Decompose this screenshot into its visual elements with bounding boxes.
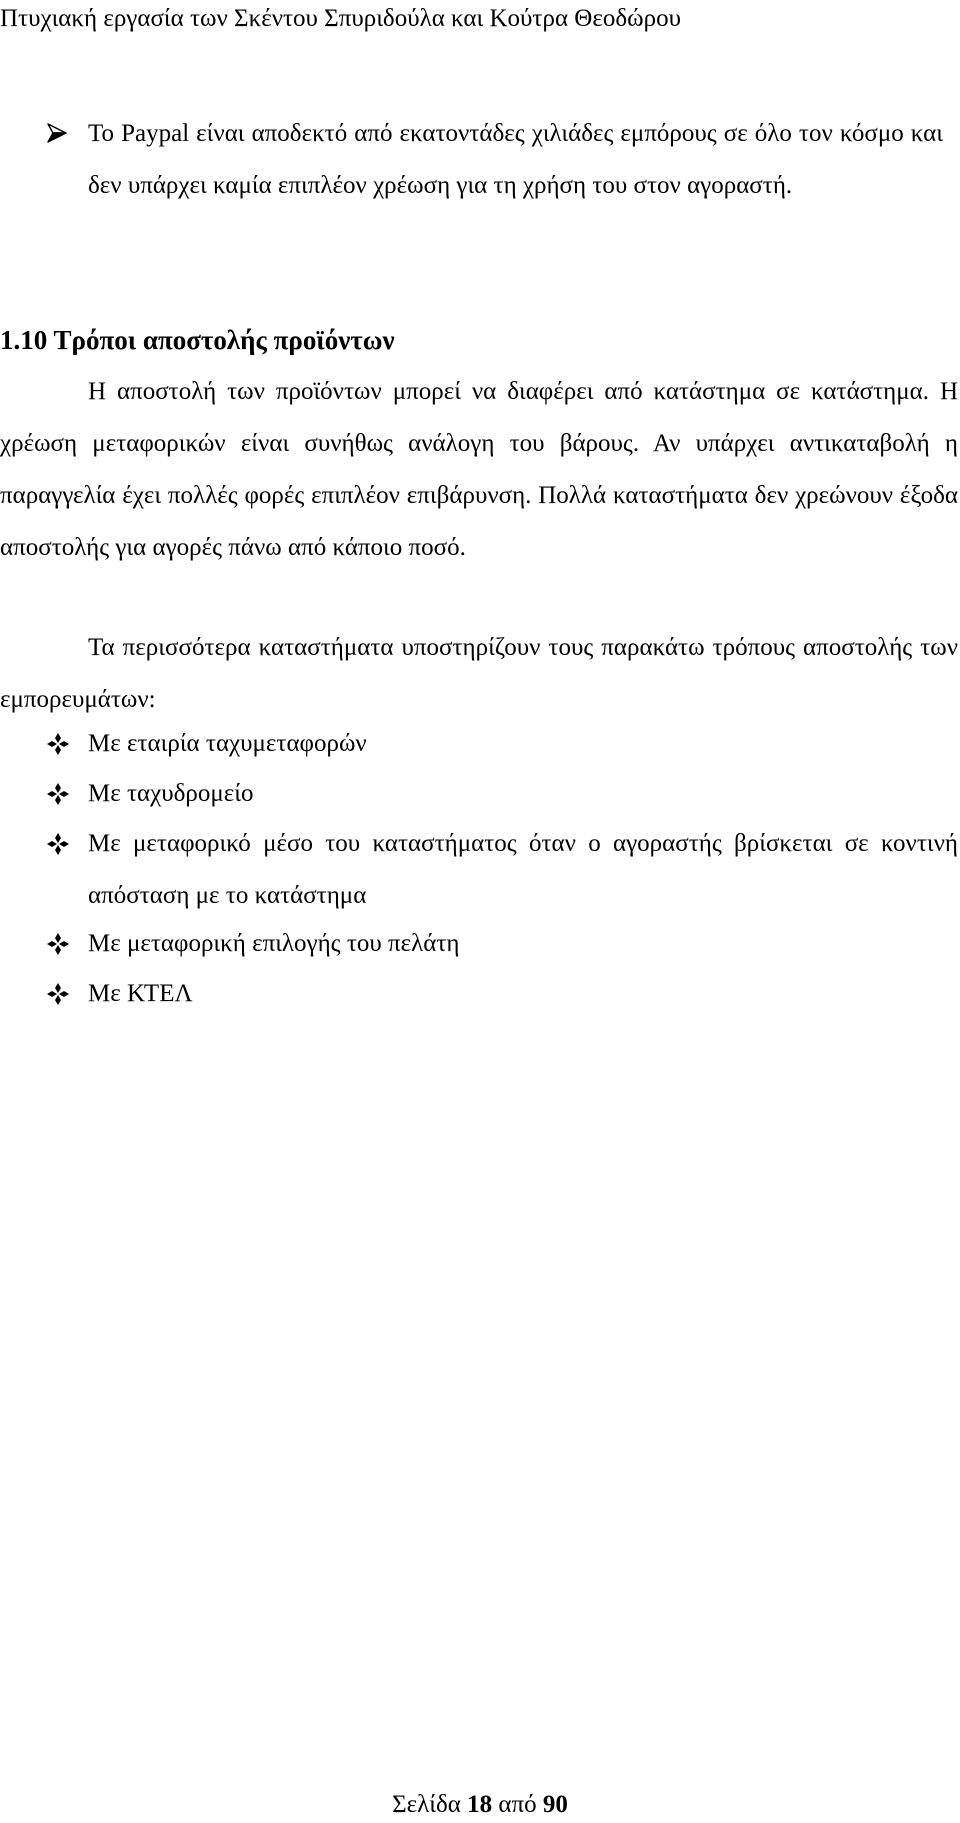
shipping-paragraph-2: Τα περισσότερα καταστήματα υποστηρίζουν τους παρακάτω τρόπους αποστολής των εμπορευμάτων: bbox=[0, 634, 958, 713]
footer-of: από bbox=[498, 1791, 537, 1818]
footer-page-number: 18 bbox=[467, 1791, 493, 1818]
diamond-bullet-icon bbox=[46, 968, 76, 1020]
arrow-bullet-icon bbox=[46, 108, 76, 160]
list-item-text: Με ταχυδρομείο bbox=[88, 780, 254, 807]
list-item bbox=[0, 968, 960, 1020]
page-footer bbox=[0, 1790, 960, 1820]
diamond-bullet-icon bbox=[46, 768, 76, 820]
section-heading: 1.10 Τρόποι αποστολής προϊόντων bbox=[0, 325, 395, 355]
list-item-text: Με μεταφορικό μέσο του καταστήματος όταν ο αγοραστής βρίσκεται σε κοντινή απόσταση με το κατάστημα bbox=[88, 830, 958, 909]
diamond-bullet-icon bbox=[46, 818, 76, 870]
list-item bbox=[0, 918, 960, 970]
diamond-bullet-icon bbox=[46, 918, 76, 970]
list-item bbox=[0, 718, 960, 770]
list-item-text: Με εταιρία ταχυμεταφορών bbox=[88, 730, 367, 757]
intro-bullet-text: Το Paypal είναι αποδεκτό από εκατοντάδες χιλιάδες εμπόρους σε όλο τον κόσμο και δεν υπάρχει καμία επιπλέον χρέωση για τη χρήση του στον αγοραστή. bbox=[88, 120, 943, 199]
running-header: Πτυχιακή εργασία των Σκέντου Σπυριδούλα και Κούτρα Θεοδώρου bbox=[0, 5, 681, 32]
list-item-text: Με μεταφορική επιλογής του πελάτη bbox=[88, 930, 460, 957]
footer-label: Σελίδα bbox=[392, 1791, 461, 1818]
footer-total-pages: 90 bbox=[542, 1791, 568, 1818]
intro-bullet-item bbox=[0, 108, 960, 264]
list-item-text: Με ΚΤΕΛ bbox=[88, 980, 193, 1007]
list-item bbox=[0, 818, 960, 922]
shipping-paragraph-1: Η αποστολή των προϊόντων μπορεί να διαφέρει από κατάστημα σε κατάστημα. Η χρέωση μεταφορικών είναι συνήθως ανάλογη του βάρους. Αν υπάρχει αντικαταβολή η παραγγελία έχει πολλές φορές επιπλέον επιβάρυνση. Πολλά καταστήματα δεν χρεώνουν έξοδα αποστολής για αγορές πάνω από κάποιο ποσό. bbox=[0, 378, 958, 561]
diamond-bullet-icon bbox=[46, 718, 76, 770]
list-item bbox=[0, 768, 960, 820]
